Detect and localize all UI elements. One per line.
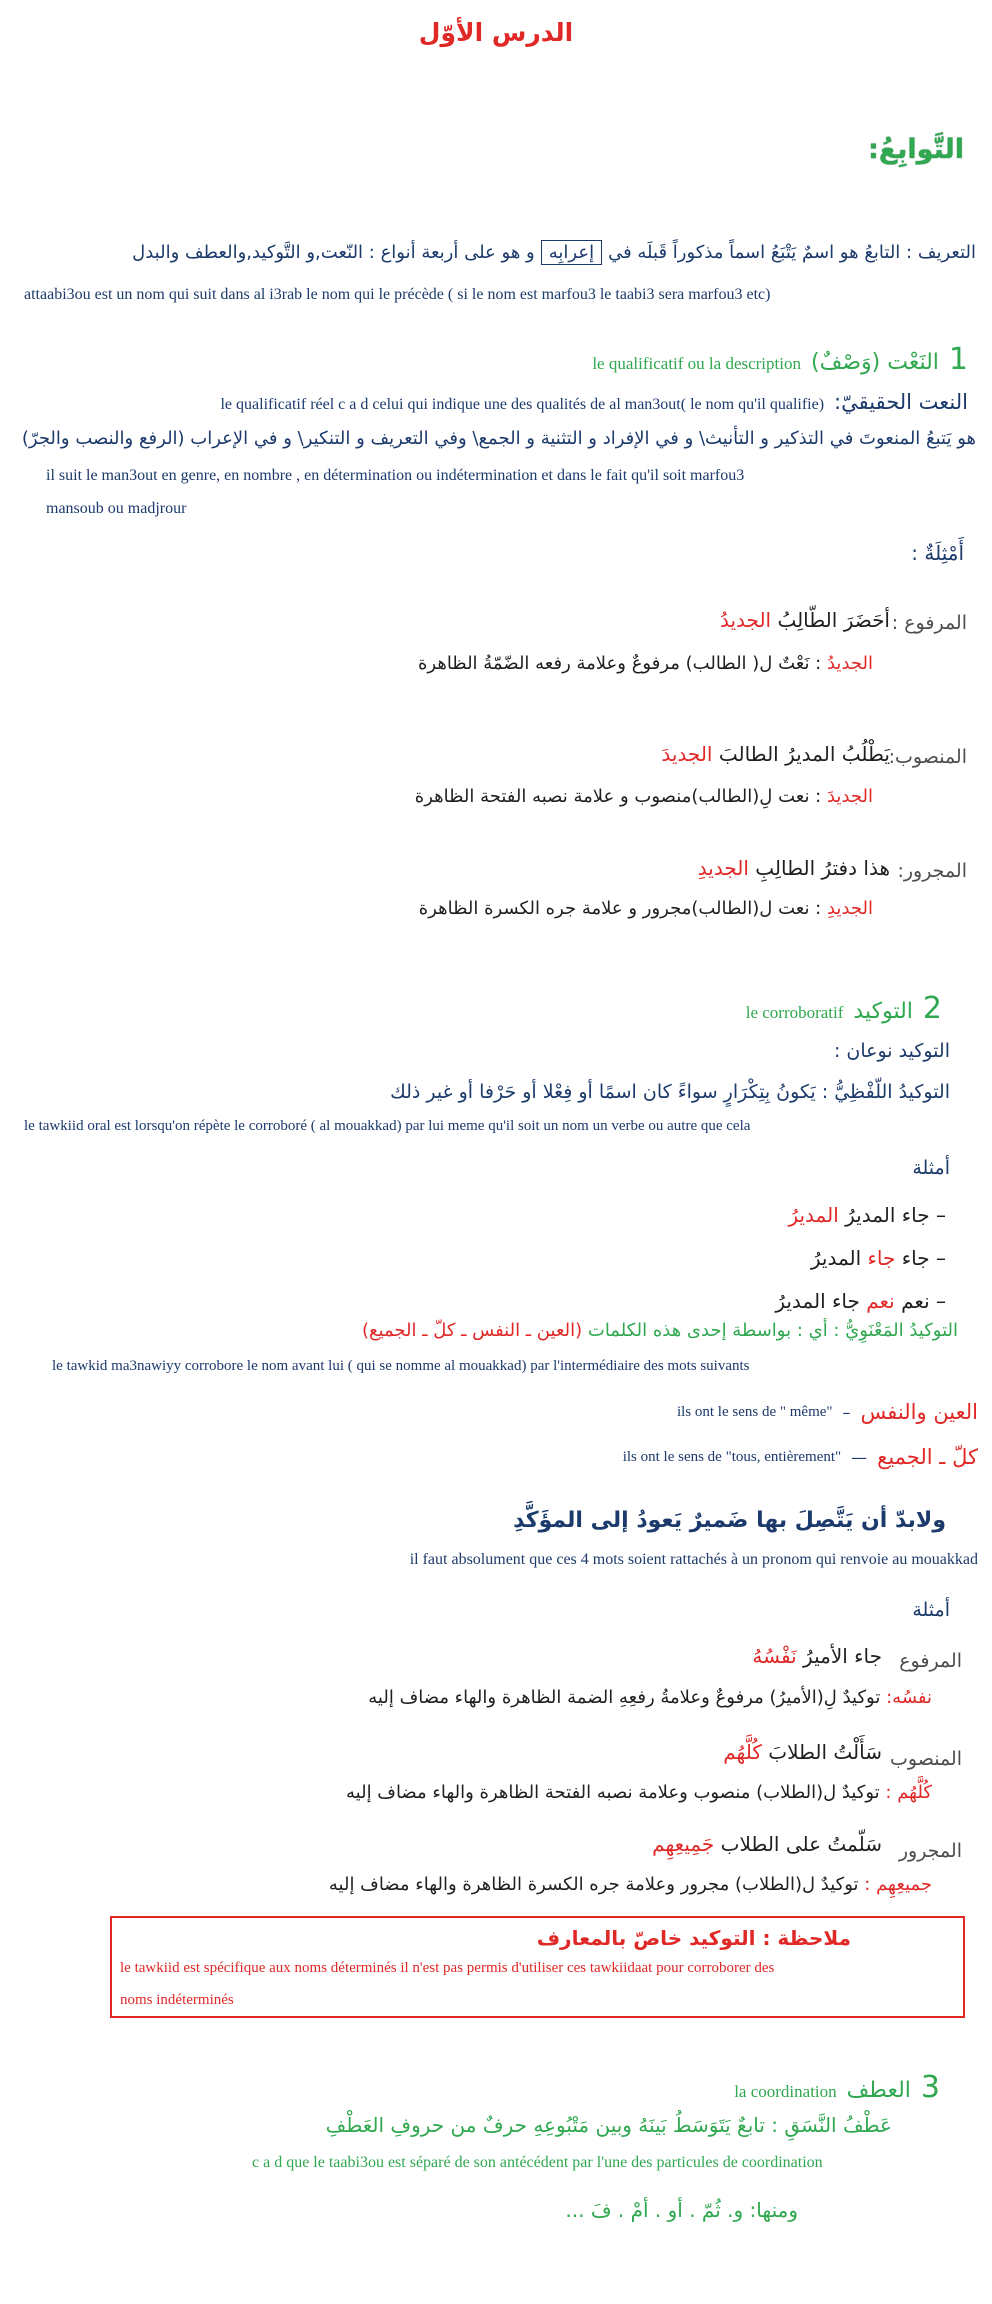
naat-subheading: [220, 390, 968, 414]
section-atf-number: 3: [920, 2070, 940, 2105]
example2-explanation-mansoub: [346, 1782, 932, 1803]
tawkid-lafdhi-rule: التوكيدُ اللّفْظِيُّ : يَكونُ بِتِكْرَارٍ سواءً كان اسمًا أو فِعْلا أو حَرْفا أو غير ذلك: [390, 1081, 950, 1103]
explanation-text: : نَعْتٌ ل( الطالب) مرفوعٌ وعلامة رفعه الضّمّةُ الظاهرة: [417, 653, 822, 674]
sentence-highlight: كُلَّهُم: [723, 1740, 762, 1764]
sens-arabic-words: العين والنفس: [860, 1400, 978, 1424]
maanawi-words: (العين ـ النفس ـ كلّ ـ الجميع): [361, 1320, 583, 1341]
section-tawkid-title-fr: le corroboratif: [745, 1003, 844, 1022]
sentence-highlight: الجديدَ: [661, 742, 713, 766]
example-text-post: جاء المديرُ: [775, 1289, 860, 1313]
section-naat-title-fr: le qualificatif ou la description: [592, 354, 801, 373]
sentence-highlight: الجديدُ: [719, 608, 772, 632]
repetition-example-1: [788, 1203, 946, 1227]
example2-explanation-majrour: [329, 1874, 932, 1895]
definition-line: [132, 240, 976, 265]
example2-sentence-majrour: [652, 1832, 882, 1856]
example-sentence-majrour: [698, 856, 890, 880]
atf-rule-french: c a d que le taabi3ou est séparé de son antécédent par l'une des particules de coordination: [252, 2154, 823, 2171]
sens-french: ils ont le sens de "tous, entièrement": [622, 1448, 842, 1465]
explanation-text: : نعت لِ(الطالب)منصوب و علامة نصبه الفتحة الظاهرة: [414, 786, 822, 807]
repeated-word: جاء: [867, 1246, 896, 1270]
atf-particles: ومنها: و. ثُمّ . أو . أمْ . فَ ...: [565, 2198, 798, 2222]
note-french-line-1: le tawkiid est spécifique aux noms déterminés il n'est pas permis d'utiliser ces tawkiidaat pour corroborer des: [120, 1960, 775, 1976]
case-label-mansoub-2: المنصوب: [890, 1748, 962, 1770]
sentence-text: يَطْلُبُ المديرُ الطالبَ: [718, 742, 890, 766]
pronoun-rule-arabic: ولابدّ أن يَتَّصِلَ بها ضَميرٌ يَعودُ إلى المؤَكَّدِ: [513, 1508, 946, 1533]
case-label-majrour-2: المجرور: [898, 1840, 962, 1862]
sens-french: ils ont le sens de " même": [676, 1403, 833, 1420]
sentence-text: سَلّمتُ على الطلاب: [720, 1832, 882, 1856]
naat-examples-label: أَمْثِلَةٌ :: [911, 541, 964, 565]
note-french-line-2: noms indéterminés: [120, 1992, 234, 2008]
maanawi-text: التوكيدُ المَعْنَوِيُّ : أي : بواسطة إحدى هذه الكلمات: [587, 1320, 958, 1341]
section-naat-number: 1: [948, 342, 968, 377]
explanation-text: : نعت ل(الطالب)مجرور و علامة جره الكسرة الظاهرة: [418, 898, 822, 919]
main-heading: التَّوابِعُ:: [868, 134, 964, 165]
example-sentence-mansoub: [661, 742, 890, 766]
example-explanation-mansoub: [415, 786, 873, 807]
sens-dash: –: [842, 1402, 851, 1422]
tawkid-examples2-label: أمثلة: [912, 1599, 950, 1621]
repeated-word: المديرُ: [788, 1203, 839, 1227]
repeated-word: نعم: [866, 1289, 895, 1313]
example2-sentence-marfou3: [752, 1644, 882, 1668]
explained-word: الجديدَ: [826, 786, 873, 807]
example-text: نعم: [901, 1289, 930, 1313]
explained-word: الجديدِ: [826, 898, 873, 919]
example-text: جاء: [901, 1246, 930, 1270]
example-text: جاء المديرُ: [845, 1203, 930, 1227]
naat-rule-arabic: هو يَتبعُ المنعوتَ في التذكير و التأنيث\ و في الإفراد و التثنية و الجمع\ وفي التعريف و التنكير\ و في الإعراب (الرفع والنصب والجرّ): [21, 428, 976, 449]
tawkid-intro: التوكيد نوعان :: [833, 1040, 950, 1062]
example-explanation-marfou3: [418, 653, 873, 674]
naat-rule-french-2: mansoub ou madjrour: [46, 500, 187, 517]
list-dash: –: [936, 1289, 946, 1313]
repetition-example-2: [811, 1246, 946, 1270]
naat-rule-french-1: il suit le man3out en genre, en nombre , en détermination ou indétermination et dans le fait qu'il soit marfou3: [46, 467, 745, 484]
section-naat-heading: [592, 342, 968, 377]
sentence-text: هذا دفترُ الطالِبِ: [755, 856, 890, 880]
explained-word: الجديدُ: [826, 653, 873, 674]
list-dash: –: [936, 1246, 946, 1270]
example-explanation-majrour: [419, 898, 873, 919]
sens-dash: —: [851, 1447, 868, 1467]
example-sentence-marfou3: [720, 608, 890, 632]
naat-subtitle-fr: le qualificatif réel c a d celui qui indique une des qualités de al man3out( le nom qu'il qualifie): [220, 396, 825, 413]
explanation-text: توكيدٌ ل(الطلاب) مجرور وعلامة جره الكسرة الظاهرة والهاء مضاف إليه: [328, 1874, 859, 1895]
atf-rule-arabic: عَطْفُ النَّسَقِ : تابعٌ يَتَوَسَطُ بَينَهُ وبين مَتْبُوعِهِ حرفٌ من حروفِ العَطْفِ: [325, 2113, 892, 2137]
pronoun-rule-french: il faut absolument que ces 4 mots soient rattachés à un pronom qui renvoie au mouakkad: [409, 1551, 978, 1568]
case-label-majrour: المجرور:: [897, 860, 967, 882]
section-tawkid-title-ar: التوكيد: [853, 999, 913, 1024]
explanation-text: توكيدٌ لِ(الأميرُ) مرفوعٌ وعلامةُ رفعِهِ الضمة الظاهرة والهاء مضاف إليه: [368, 1687, 881, 1708]
sens-row-2: [623, 1445, 978, 1469]
sens-arabic-words: كلّ ـ الجميع: [877, 1445, 978, 1469]
example-text-post: المديرُ: [810, 1246, 862, 1270]
tawkid-lafdhi-french: le tawkiid oral est lorsqu'on répète le corroboré ( al mouakkad) par lui meme qu'il soit un nom un verbe ou autre que cela: [24, 1118, 751, 1134]
tawkid-maanawi-rule: [362, 1320, 958, 1341]
section-tawkid-number: 2: [922, 991, 942, 1026]
example2-explanation-marfou3: [368, 1687, 932, 1708]
note-box: [110, 1916, 965, 2018]
list-dash: –: [936, 1203, 946, 1227]
sentence-text: سَأَلْتُ الطلابَ: [768, 1740, 882, 1764]
sens-row-1: [677, 1400, 978, 1424]
section-tawkid-heading: [746, 991, 942, 1026]
lesson-title: الدرس الأوّل: [418, 18, 574, 47]
definition-boxed-word: إعرابِه: [541, 240, 602, 265]
sentence-text: جاء الأميرُ: [803, 1644, 882, 1668]
sentence-highlight: نَفْسُهُ: [752, 1644, 797, 1668]
section-atf-title-ar: العطف: [846, 2078, 911, 2103]
explained-word: كُلَّهُم :: [885, 1782, 932, 1803]
case-label-marfou3-2: المرفوع: [899, 1650, 962, 1672]
note-title: ملاحظة : التوكيد خاصّ بالمعارف: [536, 1926, 851, 1950]
tawkid-examples-label: أمثلة: [912, 1157, 950, 1179]
definition-text-post: و هو على أربعة أنواع : النّعت,و التَّوكيد,والعطف والبدل: [132, 242, 535, 263]
sentence-highlight: الجديدِ: [697, 856, 749, 880]
explained-word: جميعِهِم :: [864, 1874, 932, 1895]
tawkid-maanawi-french: le tawkid ma3nawiyy corrobore le nom avant lui ( qui se nomme al mouakkad) par l'intermédiaire des mots suivants: [52, 1358, 750, 1374]
case-label-mansoub: المنصوب:: [888, 746, 967, 768]
sentence-text: أحَضَرَ الطّالِبُ: [777, 608, 890, 632]
definition-text-pre: التعريف : التابعُ هو اسمٌ يَتْبَعُ اسماً مذكوراً قَبلَه في: [608, 242, 976, 263]
repetition-example-3: [775, 1289, 946, 1313]
explained-word: نفسُه:: [886, 1687, 932, 1708]
case-label-marfou3: المرفوع :: [891, 612, 967, 634]
naat-subtitle-ar: النعت الحقيقيّ:: [834, 390, 968, 414]
definition-french: attaabi3ou est un nom qui suit dans al i3rab le nom qui le précède ( si le nom est marfou3 le taabi3 sera marfou3 etc): [24, 286, 771, 303]
sentence-highlight: جَمِيعِهِم: [652, 1832, 715, 1856]
example2-sentence-mansoub: [723, 1740, 882, 1764]
explanation-text: توكيدٌ ل(الطلاب) منصوب وعلامة نصبه الفتحة الظاهرة والهاء مضاف إليه: [346, 1782, 880, 1803]
section-atf-title-fr: la coordination: [734, 2082, 837, 2101]
section-atf-heading: [734, 2070, 940, 2105]
section-naat-title-ar: النَعْت (وَصْفٌ): [810, 350, 939, 375]
